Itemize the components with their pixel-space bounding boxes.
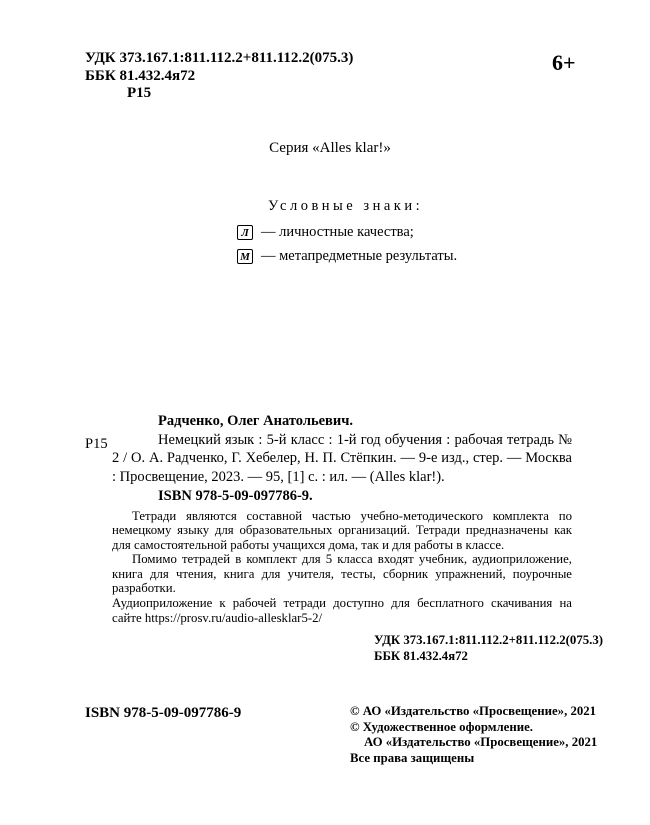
udk-bottom-line: УДК 373.167.1:811.112.2+811.112.2(075.3) [374,633,603,648]
footer-isbn: ISBN 978-5-09-097786-9 [85,705,242,721]
annotation-block [112,509,572,626]
annotation-paragraph-url: Аудиоприложение к рабочей тетради доступно для бесплатного скачивания на сайте https://prosv.ru/audio-allesklar5-2/ [112,596,572,625]
annotation-paragraph: Тетради являются составной частью учебно-методического комплекта по немецкому языку для образовательных организаций. Тетради предназначены как для самостоятельной работы учащихся дома, так и для работы в классе. [112,508,572,552]
age-rating-badge: 6+ [552,50,576,75]
copyright-line: АО «Издательство «Просвещение», 2021 [364,735,598,749]
meta-subject-results-icon: М [237,249,253,264]
isbn-line: ISBN 978-5-09-097786-9. [158,488,313,504]
legend-item [237,224,457,241]
author-code: Р15 [127,85,152,101]
classification-block [85,50,353,103]
series-line: Серия «Alles klar!» [269,140,391,156]
legend-item-label: — личностные качества; [261,224,414,240]
copyright-line: © АО «Издательство «Просвещение», 2021 [350,704,597,718]
author-heading: Радченко, Олег Анатольевич. [158,413,354,429]
classification-bottom-block [374,633,603,664]
legend-item [237,248,457,265]
personal-qualities-icon: Л [237,225,253,240]
copyright-line: © Художественное оформление. [350,719,533,734]
legend-title: Условные знаки: [268,198,424,214]
margin-author-code: Р15 [85,436,108,452]
bibliographic-record [85,412,603,664]
copyright-block [350,704,597,766]
bibliographic-description: Немецкий язык : 5-й класс : 1-й год обучения : рабочая тетрадь № 2 / О. А. Радченко, Г. Хебелер, Н. П. Стёпкин. — 9-е изд., стер. — Москва : Просвещение, 2023. — 95, [1] с. : ил. — (Alles klar!). [112,431,572,485]
legend-item-label: — метапредметные результаты. [261,248,458,264]
copyright-line: Все права защищены [350,750,475,765]
udk-line: УДК 373.167.1:811.112.2+811.112.2(075.3) [85,50,354,66]
legend-block [237,198,457,272]
bbk-bottom-line: ББК 81.432.4я72 [374,648,468,663]
bbk-line: ББК 81.432.4я72 [85,67,196,84]
bibliographic-text [112,412,603,664]
annotation-paragraph: Помимо тетрадей в комплект для 5 класса входят учебник, аудиоприложение, книга для чтения, книга для учителя, тесты, сборник упражнений, поурочные разработки. [112,552,572,596]
